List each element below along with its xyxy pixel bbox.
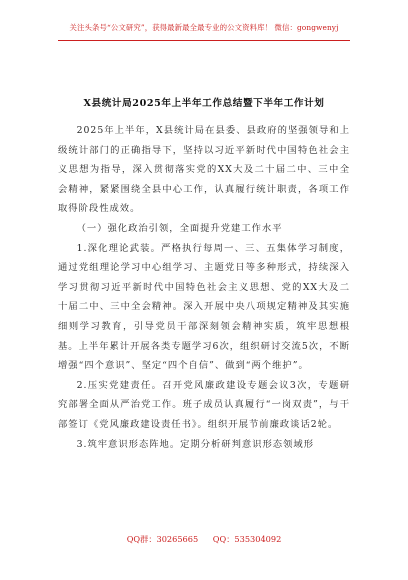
document-title: X县统计局2025年上半年工作总结暨下半年工作计划 <box>83 98 325 109</box>
intro-paragraph: 2025年上半年，X县统计局在县委、县政府的坚强领导和上级统计部门的正确指导下，坚持以习近平新时代中国特色社会主义思想为指导，深入贯彻落实党的XX大及二十届二中、三中全会精神，紧紧围绕全县中心工作，认真履行统计职责，各项工作取得阶段性成效。 <box>58 125 350 215</box>
header-divider <box>58 40 350 41</box>
item-paragraph-1: 1.深化理论武装。严格执行每周一、三、五集体学习制度，通过党组理论学习中心组学习、主题党日等多种形式，持续深入学习贯彻习近平新时代中国特色社会主义思想、党的XX大及二十届二中、三中全会精神。深入开展中央八项规定精神及其实施细则学习教育，引导党员干部深刻领会精神实质，筑牢思想根基。上半年累计开展各类专题学习6次，组织研讨交流5次，不断增强“四个意识”、坚定“四个自信”、做到“两个维护”。 <box>58 242 350 372</box>
footer-contact <box>0 534 408 545</box>
document-body <box>58 121 350 454</box>
footer-qq: QQ：535304092 <box>212 534 282 544</box>
item-paragraph-3: 3.筑牢意识形态阵地。定期分析研判意识形态领域形 <box>76 438 314 450</box>
item-paragraph-2: 2.压实党建责任。召开党风廉政建设专题会议3次，专题研究部署全面从严治党工作。班子成员认真履行“一岗双责”，与干部签订《党风廉政建设责任书》。组织开展节前廉政谈话2轮。 <box>58 379 350 430</box>
header-banner: 关注头条号“公文研究”，获得最新最全最专业的公文资料库！ 微信：gongwenyj <box>69 23 339 32</box>
footer-qq-group: QQ群：30265665 <box>126 534 199 544</box>
section-heading: （一）强化政治引领，全面提升党建工作水平 <box>76 222 283 234</box>
